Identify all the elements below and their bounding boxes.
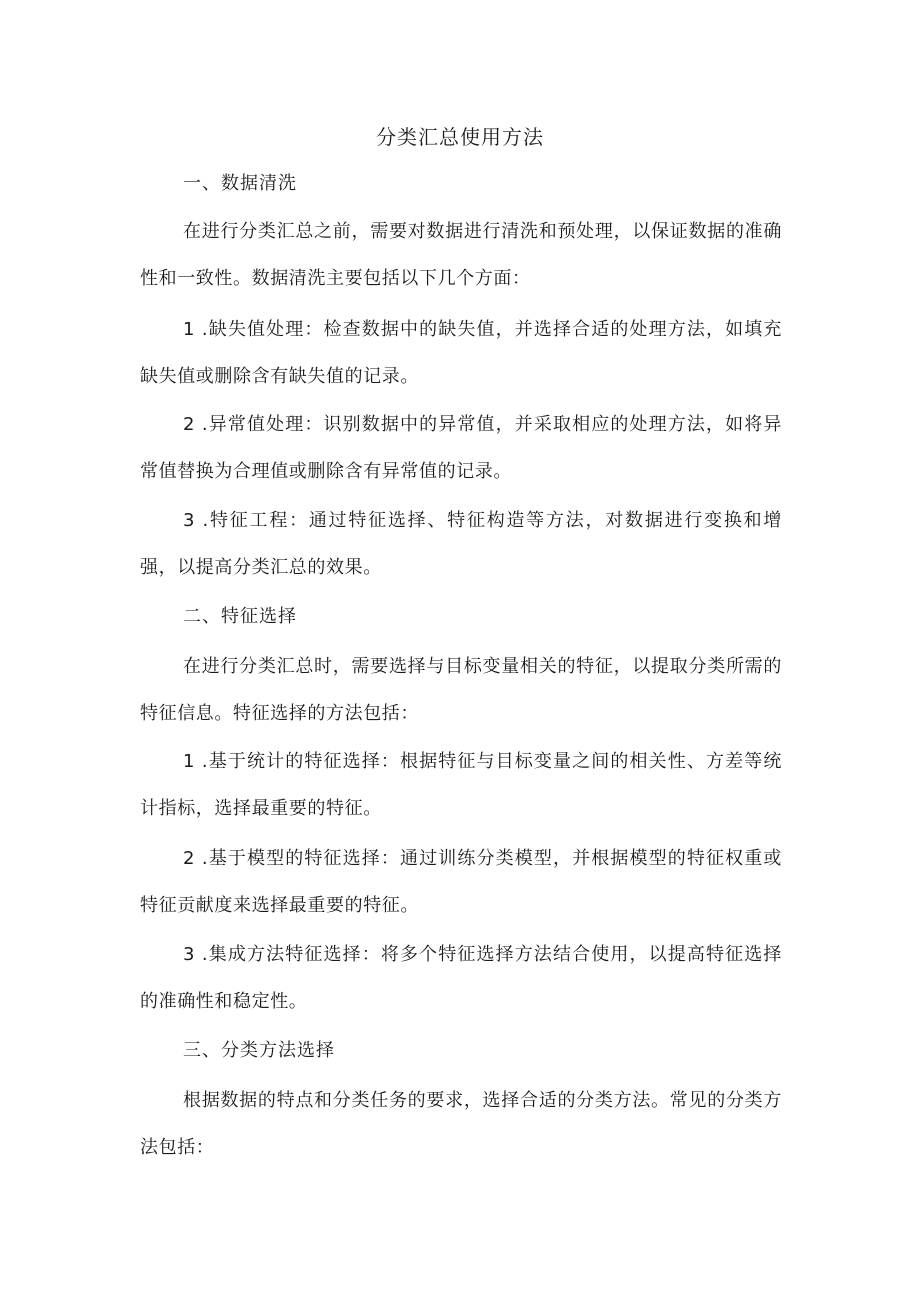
paragraph: 在进行分类汇总之前，需要对数据进行清洗和预处理，以保证数据的准确性和一致性。数据清洗主要包括以下几个方面： xyxy=(140,221,782,289)
document-title: 分类汇总使用方法 xyxy=(376,125,544,149)
paragraph: 3 .集成方法特征选择：将多个特征选择方法结合使用，以提高特征选择的准确性和稳定性。 xyxy=(140,944,782,1012)
paragraph: 1 .缺失值处理：检查数据中的缺失值，并选择合适的处理方法，如填充缺失值或删除含有缺失值的记录。 xyxy=(140,319,782,387)
paragraph: 2 .异常值处理：识别数据中的异常值，并采取相应的处理方法，如将异常值替换为合理值或删除含有异常值的记录。 xyxy=(140,414,782,482)
paragraph: 1 .基于统计的特征选择：根据特征与目标变量之间的相关性、方差等统计指标，选择最重要的特征。 xyxy=(140,751,782,819)
section-heading: 三、分类方法选择 xyxy=(183,1040,335,1061)
section-heading: 二、特征选择 xyxy=(183,606,297,627)
paragraph: 2 .基于模型的特征选择：通过训练分类模型，并根据模型的特征权重或特征贡献度来选择最重要的特征。 xyxy=(140,848,782,916)
paragraph: 3 .特征工程：通过特征选择、特征构造等方法，对数据进行变换和增强，以提高分类汇总的效果。 xyxy=(140,510,782,578)
paragraph: 在进行分类汇总时，需要选择与目标变量相关的特征，以提取分类所需的特征信息。特征选择的方法包括： xyxy=(140,656,782,724)
paragraph: 根据数据的特点和分类任务的要求，选择合适的分类方法。常见的分类方法包括： xyxy=(140,1090,782,1158)
section-heading: 一、数据清洗 xyxy=(183,173,297,194)
